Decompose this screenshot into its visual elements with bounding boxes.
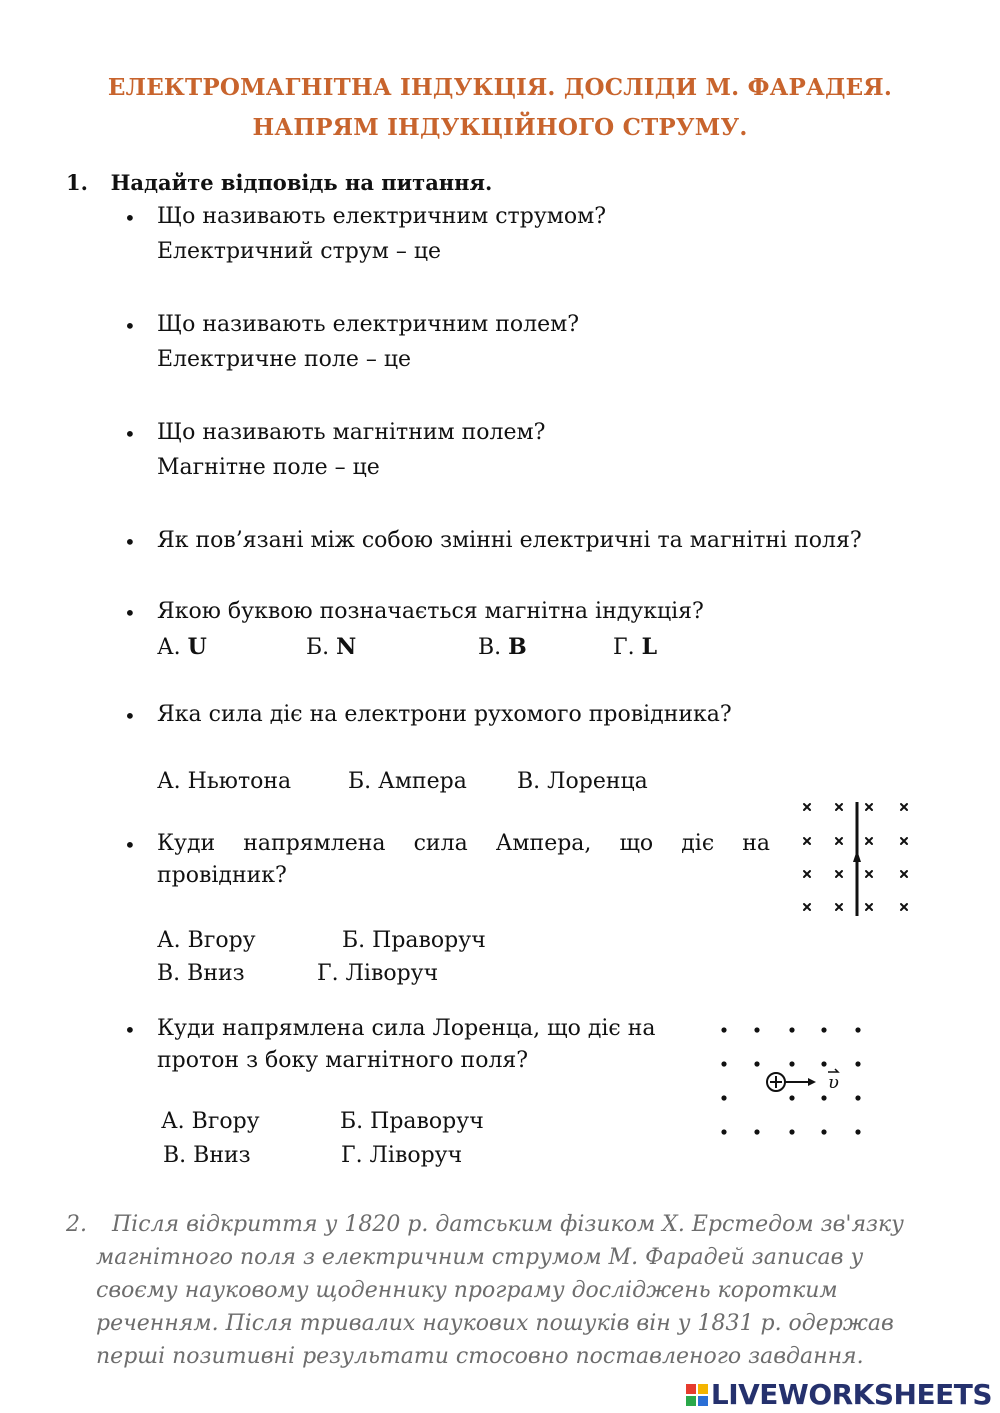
- option-letter: А.: [157, 635, 181, 660]
- q6-option-c[interactable]: В. Лоренца: [517, 769, 648, 794]
- q5-option-d[interactable]: [613, 634, 657, 660]
- task-2-paragraph: [66, 1208, 951, 1373]
- q5-option-b[interactable]: [306, 634, 356, 660]
- task-2-line-5: перші позитивні результати стосовно поставленого завдання.: [96, 1344, 864, 1369]
- q5-option-a[interactable]: [157, 634, 207, 660]
- q6-option-b[interactable]: Б. Ампера: [348, 769, 467, 794]
- q7-option-c[interactable]: В. Вниз: [157, 961, 245, 986]
- question-1: Що називають електричним струмом?: [157, 204, 607, 229]
- question-3: Що називають магнітним полем?: [157, 420, 546, 445]
- bullet-q5: •: [124, 601, 136, 625]
- task-1-heading: [66, 170, 492, 195]
- answer-prompt-1: Електричний струм – це: [157, 239, 442, 264]
- question-4: Як пов’язані між собою змінні електричні та магнітні поля?: [157, 528, 862, 553]
- liveworksheets-watermark[interactable]: [686, 1378, 992, 1411]
- question-8-line-2: протон з боку магнітного поля?: [157, 1048, 529, 1073]
- q7-option-d[interactable]: Г. Ліворуч: [317, 961, 439, 986]
- page-title-line-1: ЕЛЕКТРОМАГНІТНА ІНДУКЦІЯ. ДОСЛІДИ М. ФАРАДЕЯ.: [107, 74, 893, 101]
- question-2: Що називають електричним полем?: [157, 312, 580, 337]
- answer-prompt-3: Магнітне поле – це: [157, 455, 380, 480]
- velocity-arrow-icon: [785, 1078, 816, 1086]
- bullet-q4: •: [124, 530, 136, 554]
- option-value: B: [508, 634, 527, 660]
- q6-option-a[interactable]: А. Ньютона: [157, 769, 292, 794]
- task-2-line-1-text: Після відкриття у 1820 р. датським фізиком Х. Ерстедом зв'язку: [112, 1212, 904, 1237]
- bullet-q3: •: [124, 422, 136, 446]
- page-title-line-2: НАПРЯМ ІНДУКЦІЙНОГО СТРУМУ.: [252, 114, 748, 141]
- question-5: Якою буквою позначається магнітна індукція?: [157, 599, 704, 624]
- bullet-q8: •: [124, 1018, 136, 1042]
- answer-prompt-2: Електричне поле – це: [157, 347, 411, 372]
- proton-icon: [767, 1073, 785, 1091]
- question-7-line-2: провідник?: [157, 863, 287, 888]
- q7-option-a[interactable]: А. Вгору: [157, 928, 256, 953]
- q5-option-c[interactable]: [478, 634, 527, 660]
- velocity-label: υ: [828, 1072, 839, 1093]
- task-2-line-4: реченням. Після тривалих наукових пошуків він у 1831 р. одержав: [96, 1311, 894, 1336]
- bullet-q7: •: [124, 833, 136, 857]
- watermark-text: LIVEWORKSHEETS: [710, 1378, 992, 1411]
- task-1-title: Надайте відповідь на питання.: [110, 170, 493, 195]
- q7-option-b[interactable]: Б. Праворуч: [342, 928, 486, 953]
- option-letter: В.: [478, 635, 502, 660]
- option-value: L: [641, 634, 658, 660]
- q8-option-d[interactable]: Г. Ліворуч: [341, 1143, 463, 1168]
- task-2-line-1: [66, 1208, 951, 1241]
- q8-option-a[interactable]: А. Вгору: [161, 1109, 260, 1134]
- option-value: N: [336, 634, 357, 660]
- vector-arrow-mark-icon: [828, 1069, 838, 1072]
- question-8-line-1: Куди напрямлена сила Лоренца, що діє на: [157, 1016, 656, 1041]
- task-2-number: 2.: [66, 1212, 87, 1237]
- bullet-q1: •: [124, 206, 136, 230]
- bullet-q6: •: [124, 704, 136, 728]
- task-1-number: 1.: [66, 170, 88, 195]
- bullet-q2: •: [124, 314, 136, 338]
- question-7-line-1: Куди напрямлена сила Ампера, що діє на: [157, 831, 770, 856]
- option-letter: Б.: [306, 635, 330, 660]
- liveworksheets-logo-icon: [686, 1384, 708, 1406]
- q8-option-b[interactable]: Б. Праворуч: [340, 1109, 484, 1134]
- option-value: U: [187, 634, 207, 660]
- question-6: Яка сила діє на електрони рухомого провідника?: [157, 702, 732, 727]
- q8-option-c[interactable]: В. Вниз: [163, 1143, 251, 1168]
- task-2-line-2: магнітного поля з електричним струмом М. Фарадей записав у: [96, 1245, 864, 1270]
- task-2-line-3: своєму науковому щоденнику програму досліджень коротким: [96, 1278, 838, 1303]
- current-arrow-icon: [853, 850, 861, 862]
- ampere-force-diagram: [795, 800, 920, 920]
- option-letter: Г.: [613, 635, 635, 660]
- lorentz-force-diagram: [712, 1020, 872, 1145]
